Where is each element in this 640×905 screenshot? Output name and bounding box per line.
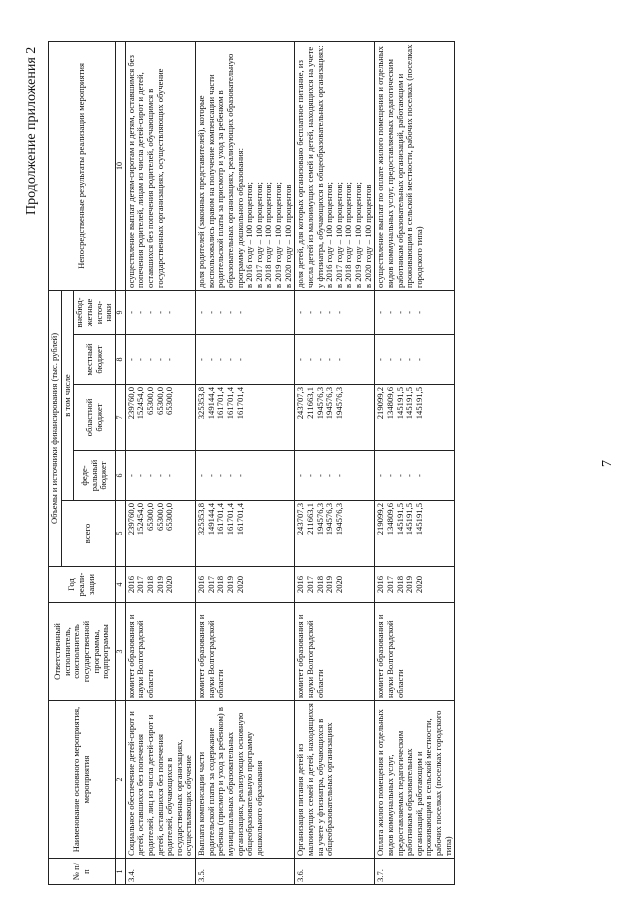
local-cell — [375, 335, 455, 385]
local-cell — [295, 335, 375, 385]
col-number: 4 — [115, 567, 125, 603]
col-number: 6 — [115, 451, 125, 501]
federal-value: - — [164, 474, 175, 477]
regional-value: 145191,5 — [394, 387, 405, 420]
years-value: 2018 — [215, 575, 226, 594]
extra-value: - — [375, 311, 386, 314]
federal-value: - — [224, 474, 235, 477]
local-value: - — [205, 358, 216, 361]
regional-value: 161701,4 — [234, 387, 245, 420]
local-value: - — [304, 358, 315, 361]
extra-value: - — [404, 311, 415, 314]
local-value: - — [135, 358, 146, 361]
total-value: 145191,5 — [413, 503, 424, 536]
years-value: 2018 — [314, 575, 325, 594]
col-number: 5 — [115, 501, 125, 567]
years-value: 2016 — [295, 575, 306, 594]
regional-value: 219099,2 — [375, 387, 386, 420]
results-cell — [125, 41, 195, 290]
results-value: осуществление выплат по оплате жилого помещения и отдельных видов коммунальных услуг, предоставляемых педагогическим работникам образовательных организаций, работающим и проживающим в сельской местности, рабочих поселках (поселках городского типа) — [375, 44, 424, 288]
extra-value: - — [295, 311, 306, 314]
extra-value: - — [164, 311, 175, 314]
extra-value: - — [144, 311, 155, 314]
years-value: 2016 — [125, 575, 136, 594]
header-including: в том числе — [61, 290, 74, 500]
row-number-cell: 3.7. — [375, 859, 455, 885]
total-value: 65300,0 — [154, 503, 165, 531]
years-value: 2020 — [333, 575, 344, 594]
header-extra: внебюд-жетные источ-ники — [74, 290, 116, 334]
results-value: в 2018 году – 100 процентов; — [343, 182, 354, 288]
local-value: - — [196, 358, 207, 361]
row-number-cell: 3.4. — [125, 859, 195, 885]
total-value: 161701,4 — [234, 503, 245, 536]
row-number-cell: 3.6. — [295, 859, 375, 885]
regional-value: 194576,3 — [324, 387, 335, 420]
years-value: 2019 — [224, 575, 235, 594]
local-cell — [196, 335, 295, 385]
extra-cell — [375, 290, 455, 334]
local-value: - — [314, 358, 325, 361]
federal-value: - — [125, 474, 136, 477]
executor-cell: комитет образования и науки Волгоградской области — [375, 603, 455, 701]
local-value: - — [144, 358, 155, 361]
federal-value: - — [413, 474, 424, 477]
years-value: 2019 — [324, 575, 335, 594]
years-value: 2016 — [375, 575, 386, 594]
years-value: 2018 — [144, 575, 155, 594]
results-value: в 2019 году – 100 процентов; — [273, 182, 284, 288]
results-value: в 2019 году – 100 процентов; — [353, 182, 364, 288]
total-cell — [196, 501, 295, 567]
regional-value: 152454,0 — [135, 387, 146, 420]
years-value: 2019 — [404, 575, 415, 594]
results-value: в 2016 году – 100 процентов; — [244, 182, 255, 288]
federal-value: - — [333, 474, 344, 477]
header-name: Наименование основного мероприятия, мероприятия — [49, 701, 116, 859]
years-value: 2017 — [304, 575, 315, 594]
years-value: 2019 — [154, 575, 165, 594]
years-value: 2018 — [394, 575, 405, 594]
results-value: в 2020 году – 100 процентов — [282, 184, 293, 288]
total-value: 65300,0 — [144, 503, 155, 531]
local-cell — [125, 335, 195, 385]
years-value: 2017 — [135, 575, 146, 594]
regional-value: 145191,5 — [413, 387, 424, 420]
table-body — [125, 41, 455, 884]
regional-value: 65300,0 — [144, 387, 155, 415]
header-results: Непосредственные результаты реализации мероприятия — [49, 41, 116, 290]
year-cell — [295, 567, 375, 603]
regional-value: 239760,0 — [125, 387, 136, 420]
header-total: всего — [61, 501, 115, 567]
results-value: в 2018 году – 100 процентов; — [263, 182, 274, 288]
local-value: - — [404, 358, 415, 361]
extra-value: - — [394, 311, 405, 314]
row-number-cell: 3.5. — [196, 859, 295, 885]
header-federal: феде-ральный бюджет — [74, 451, 116, 501]
extra-value: - — [205, 311, 216, 314]
years-value: 2020 — [234, 575, 245, 594]
total-value: 65300,0 — [164, 503, 175, 531]
extra-value: - — [333, 311, 344, 314]
local-value: - — [295, 358, 306, 361]
extra-cell — [295, 290, 375, 334]
federal-cell — [125, 451, 195, 501]
extra-value: - — [324, 311, 335, 314]
results-cell — [295, 41, 375, 290]
total-value: 152454,0 — [135, 503, 146, 536]
local-value: - — [215, 358, 226, 361]
total-value: 194576,3 — [324, 503, 335, 536]
regional-value: 145191,5 — [404, 387, 415, 420]
total-value: 325353,8 — [196, 503, 207, 536]
federal-value: - — [384, 474, 395, 477]
extra-cell — [125, 290, 195, 334]
year-cell — [125, 567, 195, 603]
regional-value: 194576,3 — [314, 387, 325, 420]
federal-value: - — [215, 474, 226, 477]
regional-value: 243707,3 — [295, 387, 306, 420]
federal-value: - — [304, 474, 315, 477]
local-value: - — [413, 358, 424, 361]
results-value: в 2020 году – 100 процентов — [362, 184, 373, 288]
extra-value: - — [314, 311, 325, 314]
measure-name-cell: Выплата компенсации части родительской платы за содержание ребенка (присмотр и уход за ребенком) в муниципальных образовательных организациях, реализующих основную общеобразовательную программу дошкольного образования — [196, 701, 295, 859]
table-row — [375, 41, 455, 884]
table-row — [295, 41, 375, 884]
regional-value: 134809,6 — [384, 387, 395, 420]
regional-cell — [375, 385, 455, 451]
local-value: - — [125, 358, 136, 361]
results-value: в 2016 году – 100 процентов; — [324, 182, 335, 288]
total-value: 145191,5 — [394, 503, 405, 536]
total-value: 161701,4 — [224, 503, 235, 536]
results-value: в 2017 году – 100 процентов; — [253, 182, 264, 288]
local-value: - — [154, 358, 165, 361]
results-value: доля родителей (законных представителей), которые воспользовались правом на получение компенсации части родительской платы за присмотр и уход за ребенком в образовательных организациях, реализующих образовательную программу дошкольного образования: — [196, 53, 245, 288]
regional-value: 149144,4 — [205, 387, 216, 420]
federal-value: - — [144, 474, 155, 477]
total-value: 145191,5 — [404, 503, 415, 536]
table-row — [196, 41, 295, 884]
page-number: 7 — [600, 460, 615, 467]
regional-value: 161701,4 — [224, 387, 235, 420]
federal-cell — [295, 451, 375, 501]
executor-cell: комитет образования и науки Волгоградской области — [295, 603, 375, 701]
federal-value: - — [404, 474, 415, 477]
results-value: осуществление выплат детям-сиротам и детям, оставшимся без попечения родителей, лицам из числа детей-сирот и детей, оставшихся без попечения родителей, обучающимся в государственных организациях, осуществляющих обучение — [125, 55, 165, 288]
extra-value: - — [135, 311, 146, 314]
years-value: 2017 — [384, 575, 395, 594]
executor-cell: комитет образования и науки Волгоградской области — [125, 603, 195, 701]
header-regional: областной бюджет — [74, 385, 116, 451]
measure-name-cell: Социальное обеспечение детей-сирот и детей, оставшихся без попечения родителей, лиц из числа детей-сирот и детей, оставшихся без попечения родителей, обучающихся в государственных организациях, осуществляющих обучение — [125, 701, 195, 859]
col-number: 7 — [115, 385, 125, 451]
extra-value: - — [234, 311, 245, 314]
federal-value: - — [394, 474, 405, 477]
col-number: 10 — [115, 41, 125, 290]
extra-value: - — [384, 311, 395, 314]
local-value: - — [333, 358, 344, 361]
col-number: 9 — [115, 290, 125, 334]
total-value: 161701,4 — [215, 503, 226, 536]
total-value: 243707,3 — [295, 503, 306, 536]
federal-value: - — [205, 474, 216, 477]
extra-value: - — [215, 311, 226, 314]
regional-value: 211663,1 — [304, 387, 315, 419]
federal-value: - — [375, 474, 386, 477]
regional-value: 325353,8 — [196, 387, 207, 420]
total-cell — [125, 501, 195, 567]
program-table — [48, 41, 455, 885]
extra-value: - — [413, 311, 424, 314]
col-number: 3 — [115, 603, 125, 701]
federal-value: - — [196, 474, 207, 477]
regional-value: 65300,0 — [154, 387, 165, 415]
years-value: 2016 — [196, 575, 207, 594]
regional-value: 161701,4 — [215, 387, 226, 420]
total-value: 239760,0 — [125, 503, 136, 536]
extra-value: - — [304, 311, 315, 314]
extra-value: - — [125, 311, 136, 314]
measure-name-cell: Оплата жилого помещения и отдельных видов коммунальных услуг, предоставляемых педагогическим работникам образовательных организаций, работающим и проживающим в сельской местности, рабочих поселках (поселках городского типа) — [375, 701, 455, 859]
header-funding: Объемы и источники финансирования (тыс. рублей) — [49, 290, 62, 566]
federal-value: - — [314, 474, 325, 477]
federal-value: - — [154, 474, 165, 477]
regional-value: 194576,3 — [333, 387, 344, 420]
col-number: 8 — [115, 335, 125, 385]
local-value: - — [234, 358, 245, 361]
header-executor: Ответственный исполнитель, соисполнитель государственной программы, подпрограммы — [49, 603, 116, 701]
extra-value: - — [196, 311, 207, 314]
local-value: - — [375, 358, 386, 361]
results-value: доля детей, для которых организовано бесплатное питание, из числа детей из малоимущих семей и детей, находящихся на учете у фтизиатра, обучающихся в общеобразовательных организациях: — [295, 45, 325, 288]
federal-value: - — [324, 474, 335, 477]
total-value: 149144,4 — [205, 503, 216, 536]
column-number-row — [115, 41, 125, 884]
table-row — [125, 41, 195, 884]
local-value: - — [324, 358, 335, 361]
extra-value: - — [154, 311, 165, 314]
local-value: - — [224, 358, 235, 361]
measure-name-cell: Организация питания детей из малоимущих семей и детей, находящихся на учете у фтизиатра, обучающихся в общеобразовательных организациях — [295, 701, 375, 859]
total-value: 194576,3 — [314, 503, 325, 536]
federal-value: - — [234, 474, 245, 477]
federal-cell — [375, 451, 455, 501]
results-value: в 2017 году – 100 процентов; — [333, 182, 344, 288]
extra-value: - — [224, 311, 235, 314]
federal-cell — [196, 451, 295, 501]
results-cell — [196, 41, 295, 290]
extra-cell — [196, 290, 295, 334]
regional-cell — [125, 385, 195, 451]
appendix-title: Продолжение приложения 2 — [24, 46, 39, 215]
total-value: 211663,1 — [304, 503, 315, 535]
col-number: 2 — [115, 701, 125, 859]
regional-value: 65300,0 — [164, 387, 175, 415]
total-cell — [295, 501, 375, 567]
federal-value: - — [135, 474, 146, 477]
header-local: местный бюджет — [74, 335, 116, 385]
regional-cell — [295, 385, 375, 451]
total-value: 134809,6 — [384, 503, 395, 536]
regional-cell — [196, 385, 295, 451]
years-value: 2020 — [413, 575, 424, 594]
years-value: 2017 — [205, 575, 216, 594]
years-value: 2020 — [164, 575, 175, 594]
local-value: - — [164, 358, 175, 361]
total-cell — [375, 501, 455, 567]
header-year: Год реали-зации — [49, 567, 116, 603]
federal-value: - — [295, 474, 306, 477]
total-value: 219099,2 — [375, 503, 386, 536]
executor-cell: комитет образования и науки Волгоградской области — [196, 603, 295, 701]
local-value: - — [394, 358, 405, 361]
total-value: 194576,3 — [333, 503, 344, 536]
col-number: 1 — [115, 859, 125, 885]
year-cell — [375, 567, 455, 603]
year-cell — [196, 567, 295, 603]
results-cell — [375, 41, 455, 290]
local-value: - — [384, 358, 395, 361]
header-no: № п/п — [49, 859, 116, 885]
